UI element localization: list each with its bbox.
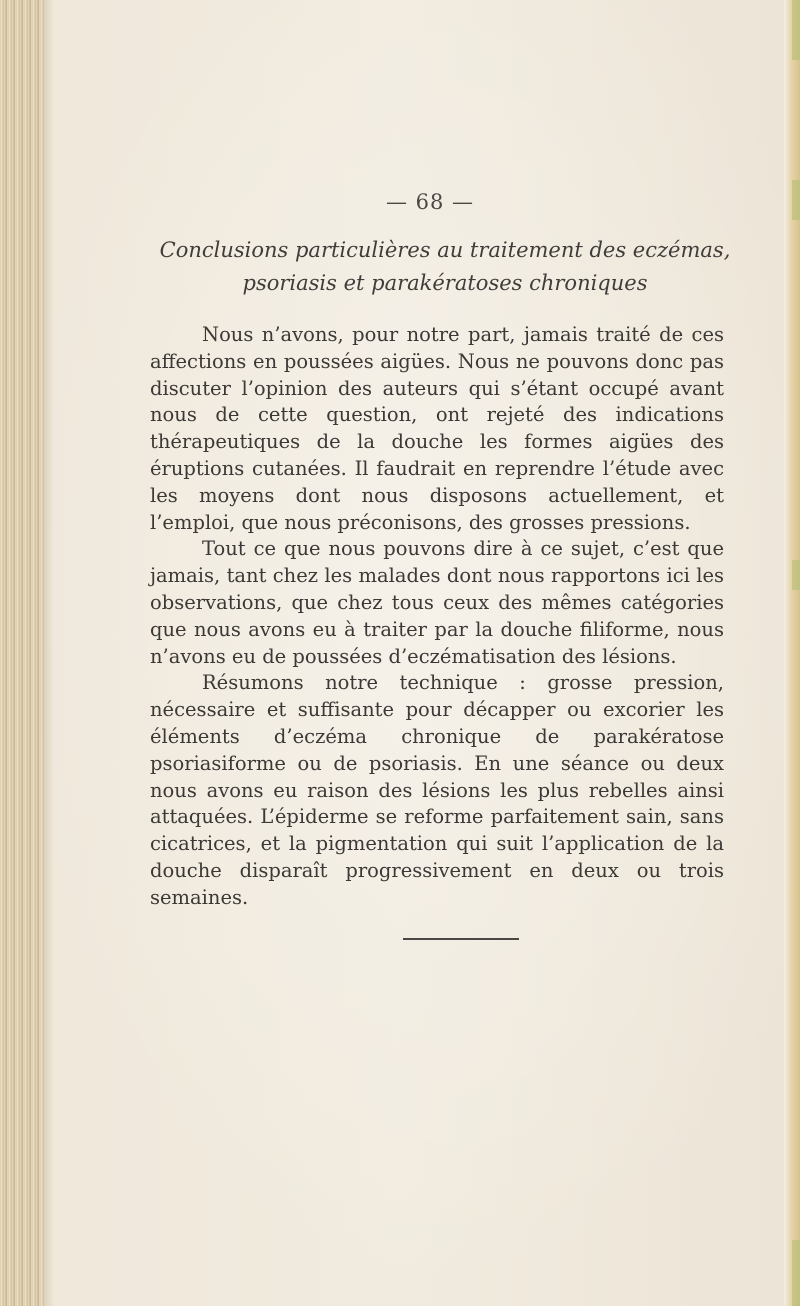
paragraph: Tout ce que nous pouvons dire à ce sujet, c’est que jamais, tant chez les malades dont nous rapportons ici les observations, que chez tous ceux des mêmes catégories que nous avons eu à traiter par la douche filiforme, nous n’avons eu de poussées d’eczématisation des lésions. <box>150 537 724 668</box>
end-rule <box>403 938 519 940</box>
section-heading <box>150 234 740 300</box>
paragraph: Résumons notre technique : grosse pression, nécessaire et suffisante pour décapper ou excorier les éléments d’eczéma chronique de parakératose psoriasiforme ou de psoriasis. En une séance ou deux nous avons eu raison des lésions les plus rebelles ainsi attaquées. L’épiderme se reforme parfaitement sain, sans cicatrices, et la pigmentation qui suit l’application de la douche disparaît progressivement en deux ou trois semaines. <box>150 671 724 909</box>
body-text <box>150 322 724 912</box>
heading-line-1: Conclusions particulières au traitement des eczémas, <box>159 238 731 262</box>
heading-line-2: psoriasis et parakératoses chroniques <box>242 271 648 295</box>
page-number: — 68 — <box>385 190 475 214</box>
paragraph: Nous n’avons, pour notre part, jamais traité de ces affections en poussées aigües. Nous ne pouvons donc pas discuter l’opinion des auteurs qui s’étant occupé avant nous de cette question, ont rejeté des indications thérapeutiques de la douche les formes aigües des éruptions cutanées. Il faudrait en reprendre l’étude avec les moyens dont nous disposons actuellement, et l’emploi, que nous préconisons, des grosses pressions. <box>150 323 724 534</box>
